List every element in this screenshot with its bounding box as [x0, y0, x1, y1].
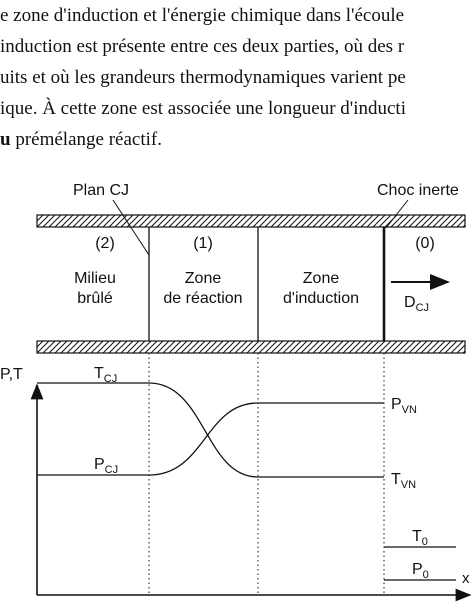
zone-0-number: (0) — [415, 235, 435, 252]
zone-induction-line2: d'induction — [283, 290, 359, 307]
y-axis-label: P,T — [0, 366, 23, 383]
zone-induction-line1: Zone — [302, 270, 340, 287]
p-vn-label: $P_{VN}$ — [391, 396, 417, 416]
t-cj-label: $T_{CJ}$ — [94, 365, 118, 385]
paragraph-line-1: e zone d'induction et l'énergie chimique dans l'écoule — [0, 5, 405, 26]
x-axis-label: x — [462, 570, 470, 587]
zone-2-line1: Milieu — [74, 270, 116, 287]
tube-wall-bottom — [37, 341, 465, 353]
paragraph-line-4: ique. À cette zone est associée une longueur d'inducti — [0, 98, 406, 119]
t0-label: $T_0$ — [412, 528, 428, 548]
zone-2-line2: brûlé — [77, 290, 113, 307]
plan-cj-label: Plan CJ — [73, 182, 130, 199]
paragraph-line-5-prefix: u — [0, 129, 11, 150]
zone-2-number: (2) — [95, 235, 115, 252]
paragraph-line-3: uits et où les grandeurs thermodynamiques varient pe — [0, 67, 406, 88]
p-cj-label: $P_{CJ}$ — [94, 456, 119, 476]
paragraph-line-2: induction est présente entre ces deux parties, où des r — [0, 36, 405, 57]
choc-inerte-label: Choc inerte — [377, 182, 459, 199]
tube-wall-top — [37, 215, 465, 227]
p0-label: $P_0$ — [412, 561, 429, 581]
t-vn-label: $T_{VN}$ — [391, 471, 417, 491]
zone-1-line2: de réaction — [163, 290, 243, 307]
temperature-curve — [37, 383, 384, 477]
velocity-label: $D_{CJ}$ — [404, 294, 430, 314]
paragraph-line-5-text: prémélange réactif. — [15, 129, 162, 150]
zone-1-line1: Zone — [184, 270, 222, 287]
zone-1-number: (1) — [193, 235, 213, 252]
